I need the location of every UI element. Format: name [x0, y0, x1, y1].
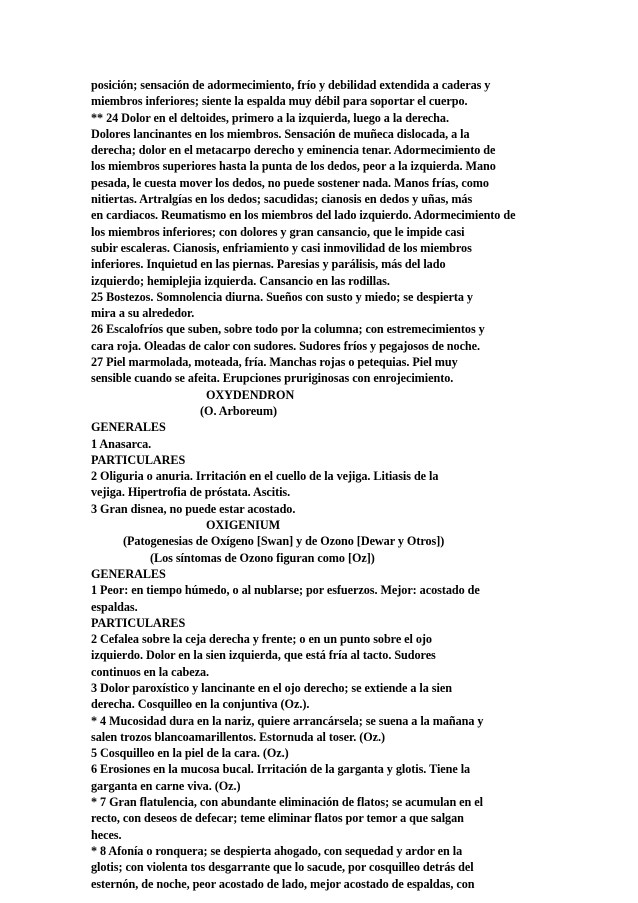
- section-subtitle: (O. Arboreum): [200, 403, 277, 418]
- text-line: recto, con deseos de defecar; teme eliminar flatos por temor a que salgan: [91, 811, 464, 826]
- text-line: nitiertas. Artralgías en los dedos; sacudidas; cianosis en dedos y uñas, más: [91, 192, 473, 207]
- text-line: garganta en carne viva. (Oz.): [91, 778, 241, 793]
- heading-particulares: PARTICULARES: [91, 452, 186, 467]
- text-line: en cardiacos. Reumatismo en los miembros del lado izquierdo. Adormecimiento de: [91, 208, 516, 223]
- text-line: glotis; con violenta tos desgarrante que lo sacude, por cosquilleo detrás del: [91, 860, 474, 875]
- section-subtitle: (Patogenesias de Oxígeno [Swan] y de Ozono [Dewar y Otros]): [123, 534, 445, 549]
- document-page: [91, 77, 561, 892]
- text-line: 3 Dolor paroxístico y lancinante en el ojo derecho; se extiende a la sien: [91, 680, 452, 695]
- text-line: posición; sensación de adormecimiento, frío y debilidad extendida a caderas y: [91, 78, 491, 92]
- text-line: 2 Oliguria o anuria. Irritación en el cuello de la vejiga. Litiasis de la: [91, 469, 439, 484]
- text-line: 25 Bostezos. Somnolencia diurna. Sueños con susto y miedo; se despierta y: [91, 289, 473, 304]
- text-line: miembros inferiores; siente la espalda muy débil para soportar el cuerpo.: [91, 94, 468, 109]
- text-line: heces.: [91, 827, 122, 842]
- section-note: (Los síntomas de Ozono figuran como [Oz]): [150, 550, 375, 565]
- text-line: esternón, de noche, peor acostado de lado, mejor acostado de espaldas, con: [91, 876, 475, 891]
- text-line: * 7 Gran flatulencia, con abundante eliminación de flatos; se acumulan en el: [91, 795, 483, 810]
- text-line: Dolores lancinantes en los miembros. Sensación de muñeca dislocada, a la: [91, 126, 470, 141]
- text-line: 1 Anasarca.: [91, 436, 152, 451]
- text-line: 3 Gran disnea, no puede estar acostado.: [91, 501, 296, 516]
- text-line: inferiores. Inquietud en las piernas. Paresias y parálisis, más del lado: [91, 257, 446, 272]
- section-title-oxigenium: OXIGENIUM: [206, 518, 281, 533]
- text-line: sensible cuando se afeita. Erupciones pruriginosas con enrojecimiento.: [91, 371, 454, 386]
- heading-generales: GENERALES: [91, 566, 166, 581]
- text-line: izquierdo; hemiplejia izquierda. Cansancio en las rodillas.: [91, 273, 390, 288]
- text-line: * 4 Mucosidad dura en la nariz, quiere arrancársela; se suena a la mañana y: [91, 713, 484, 728]
- heading-particulares: PARTICULARES: [91, 615, 186, 630]
- text-line: 1 Peor: en tiempo húmedo, o al nublarse; por esfuerzos. Mejor: acostado de: [91, 583, 480, 598]
- text-line: 5 Cosquilleo en la piel de la cara. (Oz.): [91, 746, 289, 761]
- text-line: derecha. Cosquilleo en la conjuntiva (Oz.).: [91, 697, 310, 712]
- text-line: ** 24 Dolor en el deltoides, primero a la izquierda, luego a la derecha.: [91, 110, 449, 125]
- text-line: los miembros inferiores; con dolores y gran cansancio, que le impide casi: [91, 224, 465, 239]
- text-line: 2 Cefalea sobre la ceja derecha y frente; o en un punto sobre el ojo: [91, 632, 432, 647]
- section-title-oxydendron: OXYDENDRON: [206, 387, 295, 402]
- text-line: cara roja. Oleadas de calor con sudores. Sudores fríos y pegajosos de noche.: [91, 338, 481, 353]
- text-line: pesada, le cuesta mover los dedos, no puede sostener nada. Manos frías, como: [91, 175, 489, 190]
- heading-generales: GENERALES: [91, 420, 166, 435]
- text-line: los miembros superiores hasta la punta de los dedos, peor a la izquierda. Mano: [91, 159, 496, 174]
- text-line: mira a su alrededor.: [91, 306, 195, 321]
- text-line: * 8 Afonía o ronquera; se despierta ahogado, con sequedad y ardor en la: [91, 843, 463, 858]
- text-line: 26 Escalofríos que suben, sobre todo por la columna; con estremecimientos y: [91, 322, 485, 337]
- text-line: 6 Erosiones en la mucosa bucal. Irritación de la garganta y glotis. Tiene la: [91, 762, 471, 777]
- text-line: derecha; dolor en el metacarpo derecho y eminencia tenar. Adormecimiento de: [91, 143, 496, 158]
- text-line: espaldas.: [91, 599, 138, 614]
- text-line: izquierdo. Dolor en la sien izquierda, que está fría al tacto. Sudores: [91, 648, 436, 663]
- text-line: salen trozos blancoamarillentos. Estornuda al toser. (Oz.): [91, 729, 385, 744]
- text-line: vejiga. Hipertrofia de próstata. Ascitis.: [91, 485, 291, 500]
- text-line: continuos en la cabeza.: [91, 664, 210, 679]
- text-line: 27 Piel marmolada, moteada, fría. Manchas rojas o petequias. Piel muy: [91, 355, 458, 370]
- text-line: subir escaleras. Cianosis, enfriamiento y casi inmovilidad de los miembros: [91, 240, 472, 255]
